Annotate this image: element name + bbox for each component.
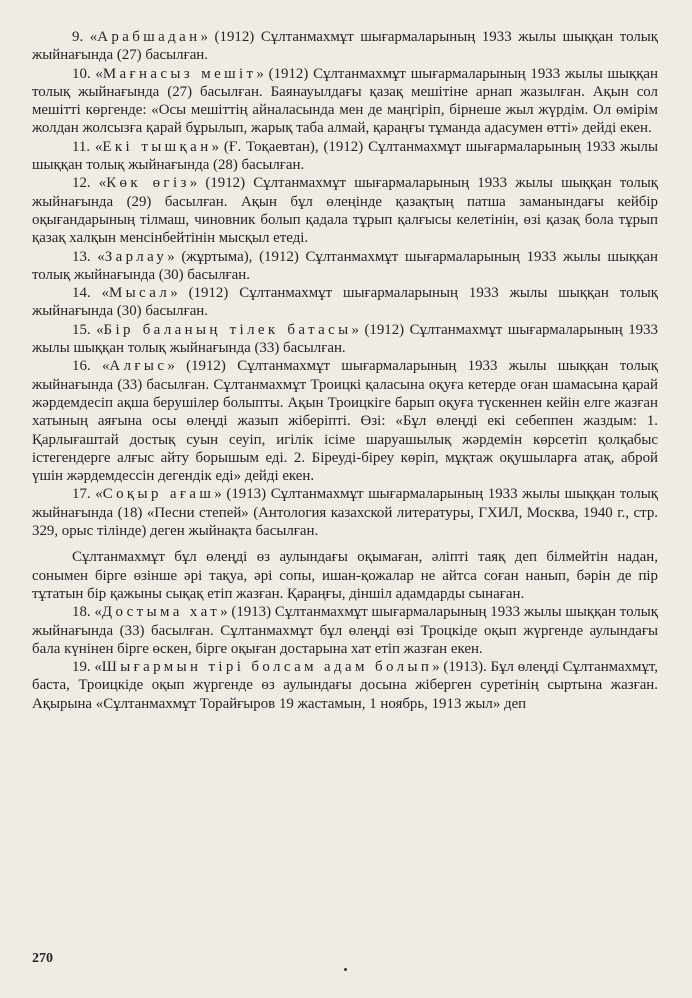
poem-title: Мағнасыз мешіт — [102, 65, 257, 82]
poem-title: Алғыс — [109, 358, 168, 375]
commentary-text — [32, 28, 658, 713]
note-body: » (Ғ. Тоқаевтан), (1912) Сұлтанмахмұт шығармаларының 1933 жылы шыққан толық жыйнағында (28) басылған. — [32, 138, 658, 174]
page-number: 270 — [32, 951, 53, 966]
poem-title: Зарлау — [104, 248, 168, 265]
poem-title: Арабшадан — [97, 29, 201, 45]
note-14 — [32, 284, 658, 321]
note-number: 14. « — [72, 285, 110, 302]
note-17-comment — [32, 548, 658, 603]
note-number: 12. « — [72, 175, 107, 192]
note-19 — [32, 658, 658, 713]
note-18 — [32, 603, 658, 658]
note-body: » (1912) Сұлтанмахмұт шығармаларының 1933 жылы шыққан толық жыйнағында (33) басылған. Сұлтанмахмұт Троицкі қаласына оқуға кетерде оған шамасына қарай жәрдемдесіп ақша берушілер болыпты. Ақын Троицкіге барып оқуға түскеннен кейін елге жазған хатының аяғына осы өлеңді жазып жіберіпті. Өзі: «Бұл өлеңді екі себеппен жаздым: 1. Қарлығаштай достық суын сеуіп, игілік ісіме шаруашылық жәрдемін көрсетіп қолқабыс істегендерге алғыс айту борышым еді. 2. Біреуді-біреу көріп, мұқтаж оқушыларға атақ, аброй үшін жәрдемдессін дегендік еді» дейді екен. — [32, 358, 658, 485]
note-17 — [32, 485, 658, 540]
note-13 — [32, 248, 658, 285]
poem-title: Соқыр ағаш — [102, 486, 215, 503]
note-body: » (1912) Сұлтанмахмұт шығармаларының 1933 жылы шыққан толық жыйнағында (33) басылған. — [32, 321, 659, 357]
note-12 — [32, 174, 658, 247]
note-body: » (1912) Сұлтанмахмұт шығармаларының 1933 жылы шыққан толық жыйнағында (30) басылған. — [32, 285, 659, 320]
note-number: 9. « — [72, 29, 98, 45]
poem-title: Шығармын тірі болсам адам болып — [101, 659, 433, 676]
note-body: » (жұртыма), (1912) Сұлтанмахмұт шығармаларының 1933 жылы шыққан толық жыйнағында (30) басылған. — [32, 248, 658, 283]
note-number: 17. « — [72, 486, 103, 503]
note-body: » (1912) Сұлтанмахмұт шығармаларының 1933 жылы шыққан толық жыйнағында (29) басылған. Ақын бұл өлеңінде қазақтың патша заманындағы кейбір оқығандарының тілмаш, чиновник болып қадала тұрып қалғысы келетінін, өзі қазақ бола тұрып қазақ халқын менсінбейтінін мысқыл етеді. — [32, 175, 659, 247]
note-body: » (1913) Сұлтанмахмұт шығармаларының 1933 жылы шыққан толық жыйнағында (18) «Песни степей» (Антология казахской литературы, ГХИЛ, Москва, 1940 г., стр. 329, орыс тілінде) деген жыйнақта басылған. — [32, 486, 659, 540]
note-10 — [32, 65, 658, 138]
note-9 — [32, 28, 658, 65]
note-number: 19. « — [72, 659, 102, 676]
note-number: 16. « — [72, 358, 110, 375]
note-16 — [32, 357, 658, 485]
poem-title: Екі тышқан — [102, 138, 212, 155]
page-dot — [344, 968, 347, 971]
poem-title: Көк өгіз — [106, 175, 190, 192]
note-number: 13. « — [72, 248, 105, 265]
note-body: » (1912) Сұлтанмахмұт шығармаларының 1933 жылы шыққан толық жыйнағында (27) басылған. Баянауылдағы қазақ мешітіне арнап жазылған. Ақын сол мешітті көргенде: «Осы мешіттің айналасында мен де маңгіріп, бірнеше жыл жүрдім. Ол өмірім жолдан жолсызға қарай бұрылып, жарық таба алмай, қараңғы тұманда адасумен өтті» дейді екен. — [32, 65, 659, 137]
note-body: » (1912) Сұлтанмахмұт шығармаларының 1933 жылы шыққан толық жыйнағында (27) басылған. — [32, 29, 658, 64]
note-11 — [32, 138, 658, 175]
poem-title: Достыма хат — [101, 604, 221, 621]
note-number: 15. « — [72, 321, 104, 338]
poem-title: Бір баланың тілек батасы — [103, 321, 352, 338]
poem-title: Мысал — [109, 285, 171, 302]
note-body: » (1913) Сұлтанмахмұт шығармаларының 1933 жылы шыққан толық жыйнағында (33) басылған. Сұлтанмахмұт бұл өлеңді өзі Троцкіде оқып жүргенде аулындағы бала күнінен бірге өскен, бірге оқыған достарына хат етіп жазған екен. — [32, 604, 659, 657]
note-body: » (1913). Бұл өлеңді Сұлтанмахмұт, баста, Троицкіде оқып жүргенде өз аулындағы досына жіберген суретінің сыртына жазған. Ақырына «Сұлтанмахмұт Торайғыров 19 жастамын, 1 ноябрь, 1913 жыл» деп — [32, 659, 659, 712]
note-number: 18. « — [72, 604, 102, 621]
note-number: 11. « — [72, 138, 103, 155]
note-15 — [32, 321, 658, 358]
note-number: 10. « — [72, 65, 103, 82]
note-body: Сұлтанмахмұт бұл өлеңді өз аулындағы оқымаған, әліпті таяқ деп білмейтін надан, сонымен бірге өзінше әрі тақуа, әрі сопы, ишан-қожалар не айтса соған нанып, бәрін де пір тұтатын бір қажыны сықақ етіп жазған. Қараңғы, діншіл адамдарды сынаған. — [32, 549, 658, 602]
